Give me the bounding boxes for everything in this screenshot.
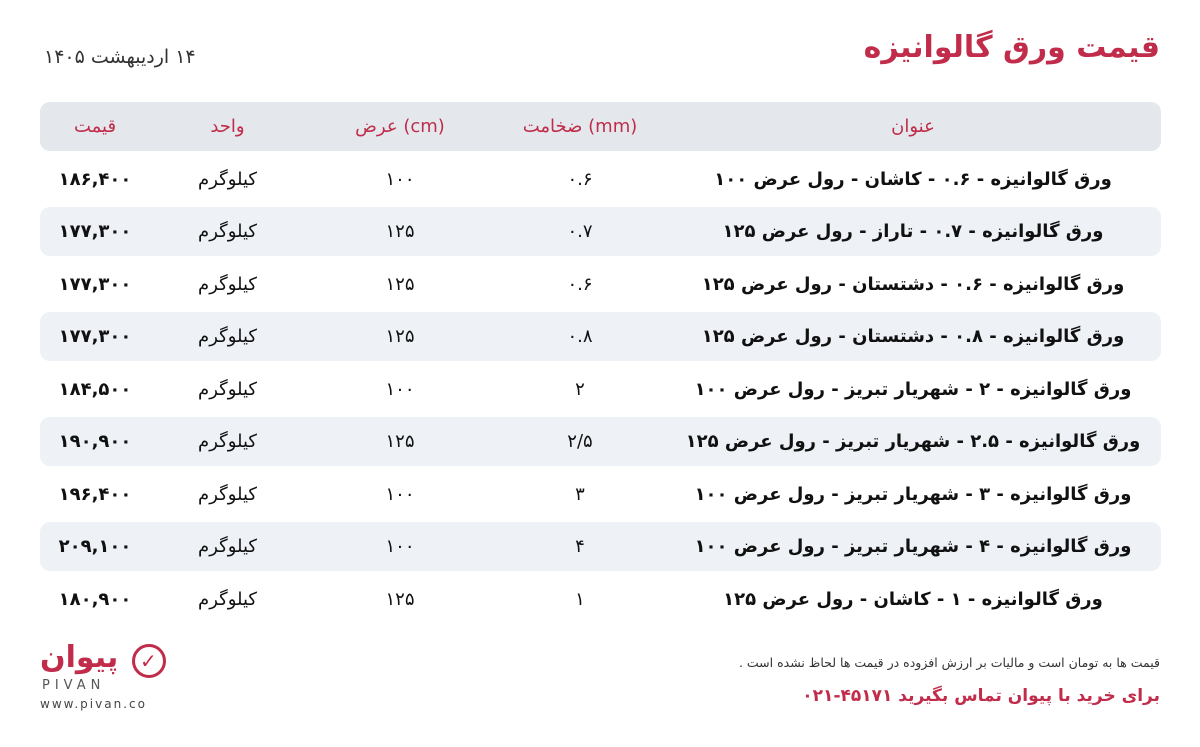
table-row	[40, 522, 1161, 571]
width-cell: ۱۲۵	[385, 326, 415, 347]
width-cell: ۱۲۵	[385, 431, 415, 452]
table-header	[40, 102, 1161, 151]
table-row	[40, 417, 1161, 466]
thickness-cell: ۲/۵	[567, 431, 593, 452]
thickness-cell: ۰.۷	[567, 221, 593, 242]
thickness-cell: ۰.۶	[567, 273, 593, 295]
thickness-cell: ۳	[575, 483, 585, 505]
unit-cell: کیلوگرم	[198, 431, 257, 452]
title-cell: ورق گالوانیزه - ۰.۸ - دشتستان - رول عرض ۱۲۵	[701, 326, 1125, 347]
table-row	[40, 365, 1161, 414]
title-cell: ورق گالوانیزه - ۰.۶ - دشتستان - رول عرض ۱۲۵	[701, 273, 1125, 295]
logo-url: www.pivan.co	[40, 697, 147, 711]
price-cell: ۱۸۴,۵۰۰	[58, 378, 132, 400]
unit-cell: کیلوگرم	[198, 221, 257, 242]
width-cell: ۱۲۵	[385, 588, 415, 610]
title-cell: ورق گالوانیزه - ۲ - شهریار تبریز - رول عرض ۱۰۰	[694, 378, 1132, 400]
width-cell: ۱۰۰	[385, 483, 415, 505]
table-row	[40, 312, 1161, 361]
price-cell: ۱۷۷,۳۰۰	[58, 221, 132, 242]
column-header-width: عرض (cm)	[355, 116, 445, 137]
title-cell: ورق گالوانیزه - ۱ - کاشان - رول عرض ۱۲۵	[723, 588, 1103, 610]
width-cell: ۱۰۰	[385, 168, 415, 190]
thickness-cell: ۰.۸	[567, 326, 593, 347]
column-header-title: عنوان	[891, 116, 935, 137]
title-cell: ورق گالوانیزه - ۲.۵ - شهریار تبریز - رول عرض ۱۲۵	[685, 431, 1141, 452]
thickness-cell: ۰.۶	[567, 168, 593, 190]
pivan-logo	[40, 640, 175, 720]
price-cell: ۱۸۰,۹۰۰	[58, 588, 132, 610]
column-header-price: قیمت	[73, 116, 117, 137]
unit-cell: کیلوگرم	[198, 273, 257, 295]
page-title: قیمت ورق گالوانیزه	[863, 30, 1160, 65]
price-cell: ۲۰۹,۱۰۰	[58, 536, 132, 557]
price-cell: ۱۹۰,۹۰۰	[58, 431, 132, 452]
thickness-cell: ۴	[575, 536, 585, 557]
title-cell: ورق گالوانیزه - ۳ - شهریار تبریز - رول عرض ۱۰۰	[694, 483, 1132, 505]
unit-cell: کیلوگرم	[198, 588, 257, 610]
date-label: ۱۴ اردیبهشت ۱۴۰۵	[44, 46, 196, 68]
contact-line: برای خرید با پیوان تماس بگیرید ۴۵۱۷۱-۰۲۱	[802, 686, 1160, 706]
price-cell: ۱۹۶,۴۰۰	[58, 483, 132, 505]
price-table	[40, 102, 1161, 624]
width-cell: ۱۰۰	[385, 378, 415, 400]
column-header-unit: واحد	[210, 116, 245, 137]
price-note: قیمت ها به تومان است و مالیات بر ارزش افزوده در قیمت ها لحاظ نشده است .	[738, 655, 1160, 670]
title-cell: ورق گالوانیزه - ۰.۶ - کاشان - رول عرض ۱۰۰	[714, 168, 1112, 190]
thickness-cell: ۲	[575, 378, 585, 400]
check-circle-icon: ✓	[132, 644, 166, 678]
price-cell: ۱۷۷,۳۰۰	[58, 326, 132, 347]
table-row	[40, 470, 1161, 519]
unit-cell: کیلوگرم	[198, 326, 257, 347]
table-row	[40, 575, 1161, 624]
thickness-cell: ۱	[575, 588, 585, 610]
width-cell: ۱۰۰	[385, 536, 415, 557]
price-cell: ۱۸۶,۴۰۰	[58, 168, 132, 190]
logo-name-en: PIVAN	[42, 678, 106, 693]
table-row	[40, 207, 1161, 256]
table-row	[40, 155, 1161, 204]
title-cell: ورق گالوانیزه - ۴ - شهریار تبریز - رول عرض ۱۰۰	[694, 536, 1132, 557]
column-header-thickness: ضخامت (mm)	[522, 116, 638, 137]
unit-cell: کیلوگرم	[198, 378, 257, 400]
logo-name-fa: پیوان	[40, 640, 119, 675]
width-cell: ۱۲۵	[385, 273, 415, 295]
price-cell: ۱۷۷,۳۰۰	[58, 273, 132, 295]
unit-cell: کیلوگرم	[198, 168, 257, 190]
table-row	[40, 260, 1161, 309]
unit-cell: کیلوگرم	[198, 536, 257, 557]
width-cell: ۱۲۵	[385, 221, 415, 242]
unit-cell: کیلوگرم	[198, 483, 257, 505]
title-cell: ورق گالوانیزه - ۰.۷ - تاراز - رول عرض ۱۲۵	[722, 221, 1104, 242]
